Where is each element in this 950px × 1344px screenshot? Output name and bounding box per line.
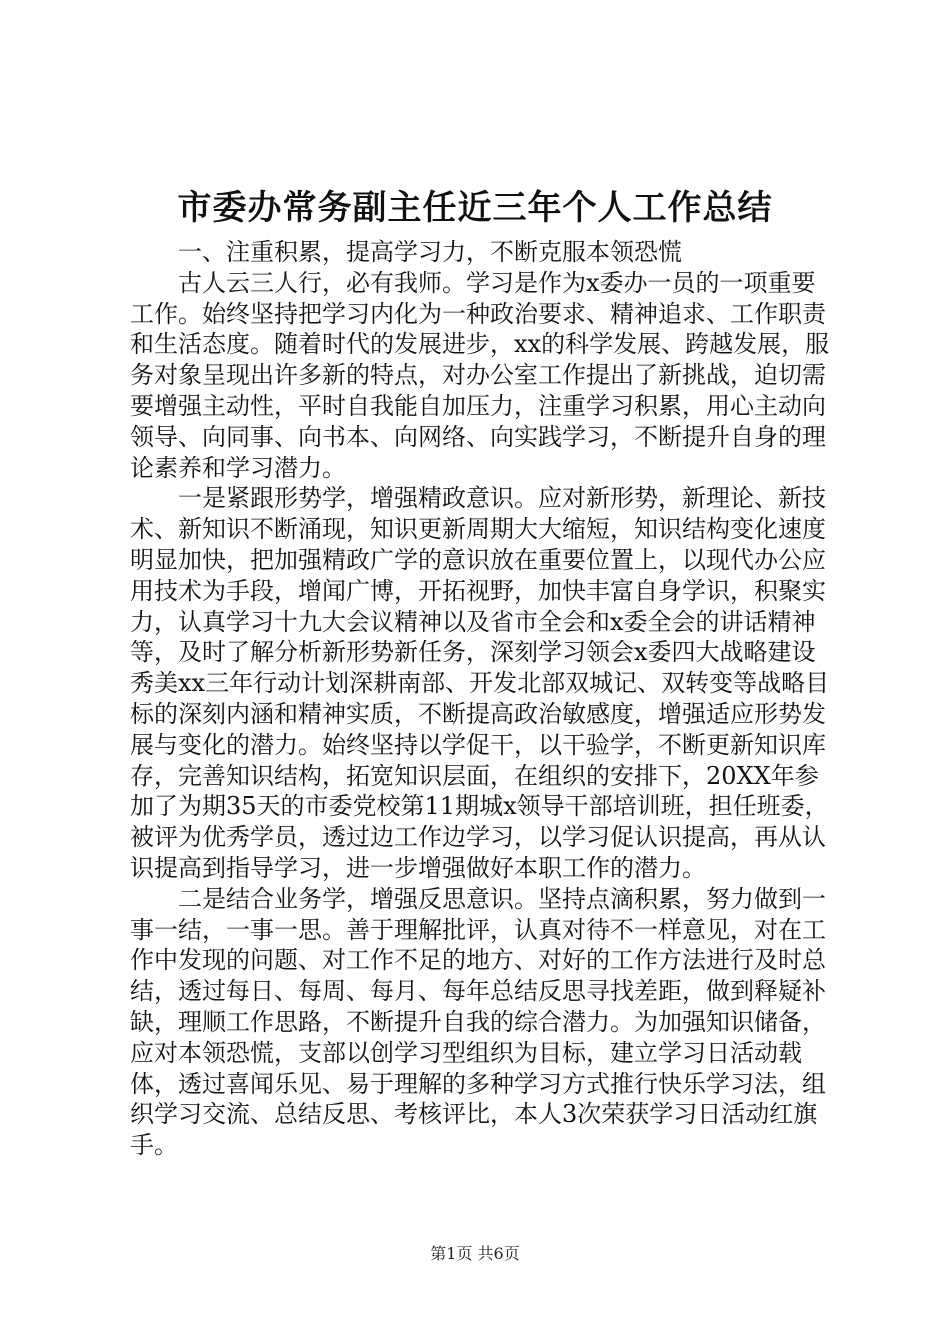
document-title: 市委办常务副主任近三年个人工作总结 [177,188,773,228]
document-body [130,237,835,1161]
section-heading: 一、注重积累，提高学习力，不断克服本领恐慌 [178,238,682,266]
page-number-footer: 第1页 共6页 [430,1244,520,1263]
body-paragraph: 一是紧跟形势学，增强精政意识。应对新形势，新理论、新技术、新知识不断涌现，知识更新周期大大缩短，知识结构变化速度明显加快，把加强精政广学的意识放在重要位置上，以现代办公应用技术为手段，增闻广博，开拓视野，加快丰富自身学识，积聚实力，认真学习十九大会议精神以及省市全会和x委全会的讲话精神等，及时了解分析新形势新任务，深刻学习领会x委四大战略建设秀美xx三年行动计划深耕南部、开发北部双城记、双转变等战略目标的深刻内涵和精神实质，不断提高政治敏感度，增强适应形势发展与变化的潜力。始终坚持以学促干，以干验学，不断更新知识库存，完善知识结构，拓宽知识层面，在组织的安排下，20XX年参加了为期35天的市委党校第11期城x领导干部培训班，担任班委，被评为优秀学员，透过边工作边学习，以学习促认识提高，再从认识提高到指导学习，进一步增强做好本职工作的潜力。 [130,484,830,882]
body-paragraph: 二是结合业务学，增强反思意识。坚持点滴积累，努力做到一事一结，一事一思。善于理解批评，认真对待不一样意见，对在工作中发现的问题、对工作不足的地方、对好的工作方法进行及时总结，透过每日、每周、每月、每年总结反思寻找差距，做到释疑补缺，理顺工作思路，不断提升自我的综合潜力。为加强知识储备，应对本领恐慌，支部以创学习型组织为目标，建立学习日活动载体，透过喜闻乐见、易于理解的多种学习方式推行快乐学习法，组织学习交流、总结反思、考核评比，本人3次荣获学习日活动红旗手。 [130,884,826,1160]
body-paragraph: 古人云三人行，必有我师。学习是作为x委办一员的一项重要工作。始终坚持把学习内化为一种政治要求、精神追求、工作职责和生活态度。随着时代的发展进步，xx的科学发展、跨越发展，服务对象呈现出许多新的特点，对办公室工作提出了新挑战，迫切需要增强主动性，平时自我能自加压力，注重学习积累，用心主动向领导、向同事、向书本、向网络、向实践学习，不断提升自身的理论素养和学习潜力。 [130,268,830,482]
